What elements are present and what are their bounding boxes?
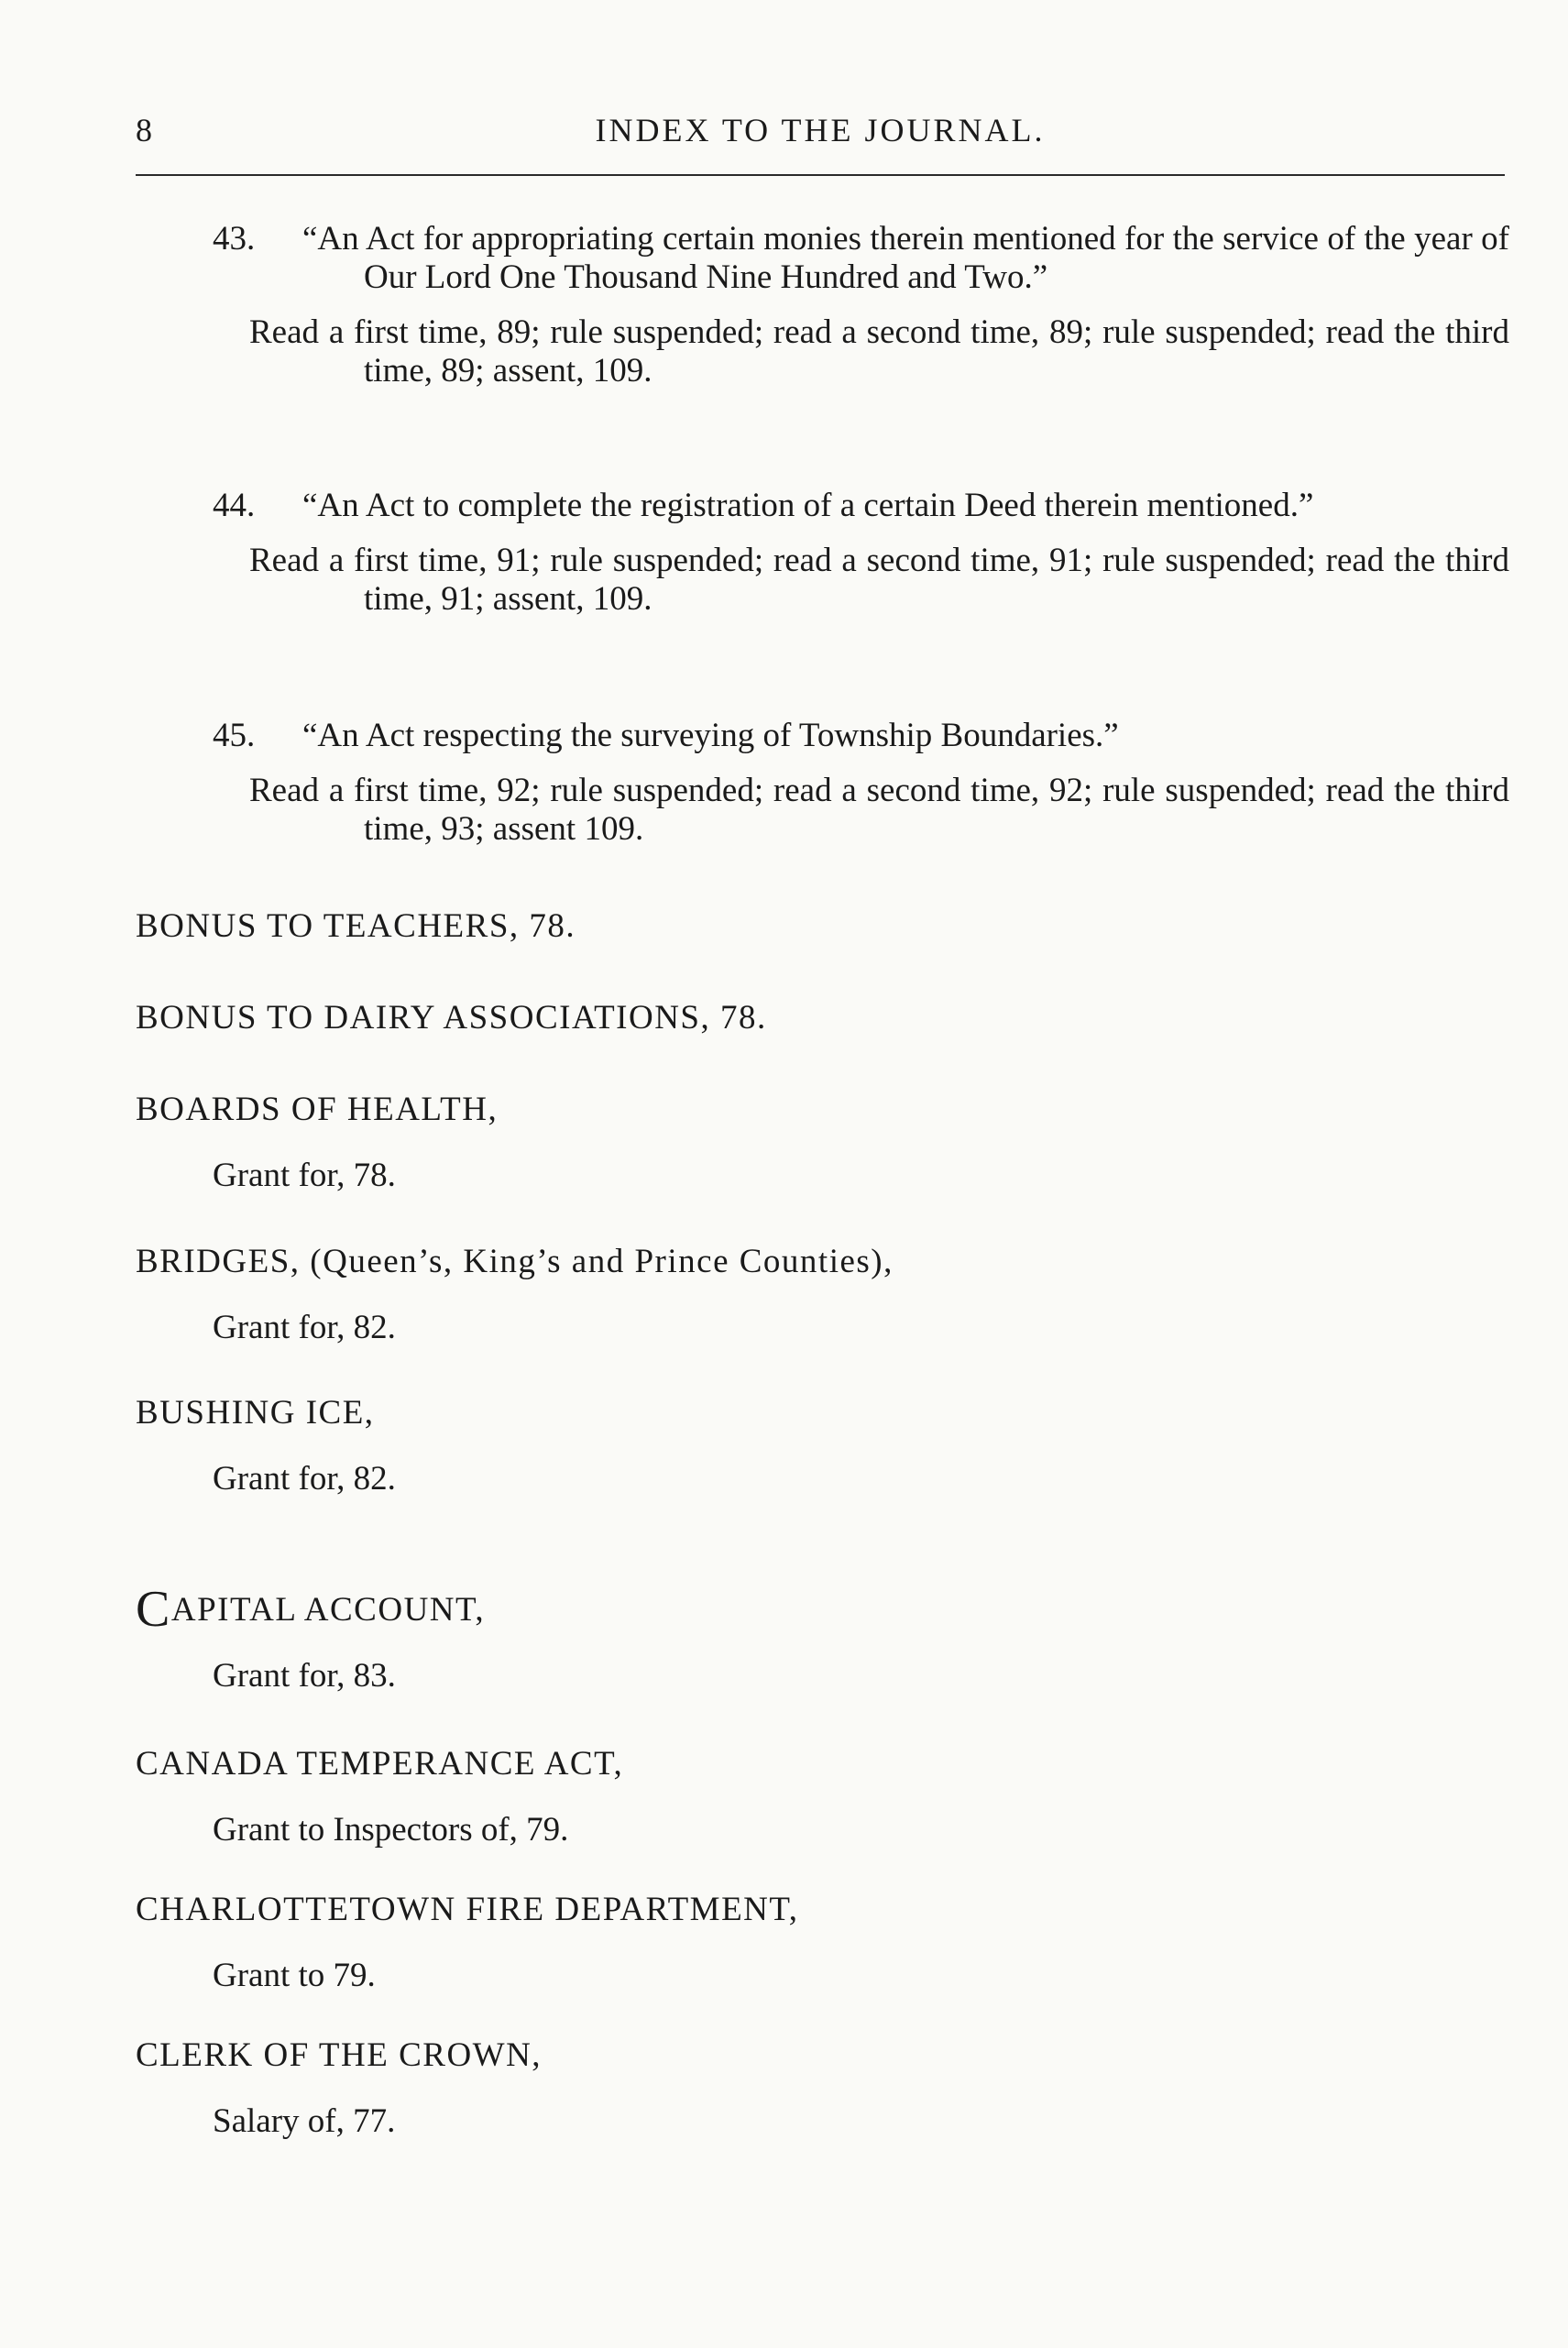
entry-heading: BONUS TO TEACHERS, 78.: [136, 907, 576, 945]
bill-title-text: “An Act to complete the registration of a certain Deed therein mentioned.”: [302, 487, 1314, 524]
bill-number: 43.: [213, 220, 256, 258]
index-entry-canada-temperance: [136, 1745, 1505, 1849]
bill-number: 44.: [213, 487, 256, 524]
index-entry-bridges: [136, 1243, 1505, 1347]
page-number: 8: [136, 112, 152, 148]
section-dropcap: C: [136, 1581, 171, 1638]
entry-subitem: Grant to Inspectors of, 79.: [213, 1811, 569, 1849]
bill-entry-44: [213, 487, 1509, 619]
entry-heading: [136, 1581, 1505, 1638]
page-header: [136, 103, 1505, 158]
bill-detail: Read a first time, 89; rule suspended; read a second time, 89; rule suspended; read the third time, 89; assent, 109.: [249, 313, 1509, 390]
bill-entry-43: [213, 220, 1509, 390]
bill-number: 45.: [213, 717, 256, 754]
bill-title: [213, 487, 1509, 525]
index-entry-bonus-dairy: [136, 999, 1505, 1037]
entry-heading: CANADA TEMPERANCE ACT,: [136, 1745, 624, 1783]
bill-title-text: “An Act for appropriating certain monies therein mentioned for the service of the year of Our Lord One Thousand Nine Hundred and Two.”: [302, 220, 1509, 296]
index-entry-boards-health: [136, 1091, 1505, 1195]
running-title: INDEX TO THE JOURNAL.: [595, 112, 1046, 148]
bill-detail: Read a first time, 92; rule suspended; read a second time, 92; rule suspended; read the third time, 93; assent 109.: [249, 772, 1509, 848]
entry-heading: CLERK OF THE CROWN,: [136, 2036, 543, 2074]
header-rule: [136, 174, 1505, 176]
entry-subitem: Grant for, 82.: [213, 1460, 396, 1498]
bill-detail: Read a first time, 91; rule suspended; read a second time, 91; rule suspended; read the third time, 91; assent, 109.: [249, 542, 1509, 618]
bill-title: [213, 220, 1509, 297]
entry-heading: BOARDS OF HEALTH,: [136, 1091, 499, 1128]
index-entry-bushing-ice: [136, 1394, 1505, 1498]
entry-subitem: Salary of, 77.: [213, 2102, 396, 2140]
entry-subitem: Grant to 79.: [213, 1957, 376, 1994]
entry-subitem: Grant for, 78.: [213, 1157, 396, 1194]
entry-subitem: Grant for, 82.: [213, 1309, 396, 1346]
index-entry-bonus-teachers: [136, 907, 1505, 946]
entry-heading: BONUS TO DAIRY ASSOCIATIONS, 78.: [136, 999, 767, 1037]
index-entry-capital-account: [136, 1581, 1505, 1695]
bill-entry-45: [213, 717, 1509, 849]
bill-title: [213, 717, 1509, 755]
entry-heading: BUSHING ICE,: [136, 1394, 375, 1432]
entry-heading-text: APITAL ACCOUNT,: [170, 1591, 486, 1629]
index-entry-clerk-crown: [136, 2036, 1505, 2141]
index-entry-charlottetown-fire: [136, 1891, 1505, 1995]
bill-title-text: “An Act respecting the surveying of Township Boundaries.”: [302, 717, 1119, 754]
entry-heading: CHARLOTTETOWN FIRE DEPARTMENT,: [136, 1891, 799, 1928]
entry-subitem: Grant for, 83.: [213, 1657, 396, 1695]
entry-heading: BRIDGES, (Queen’s, King’s and Prince Counties),: [136, 1243, 894, 1280]
